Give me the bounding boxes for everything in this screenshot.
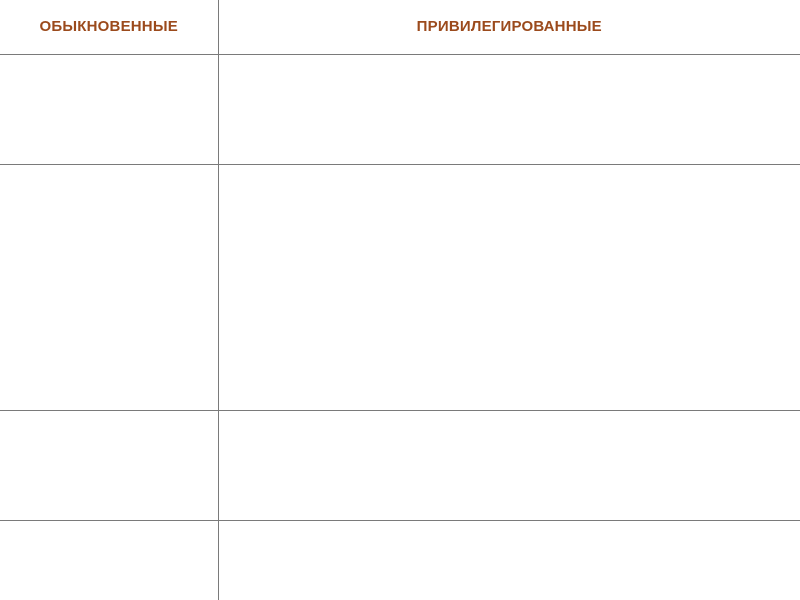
table-row <box>0 54 800 164</box>
table-cell-ordinary <box>0 520 218 600</box>
table-cell-preferred <box>218 410 800 520</box>
table-header-row <box>0 0 800 54</box>
table-cell-ordinary <box>0 164 218 410</box>
table-row <box>0 164 800 410</box>
header-ordinary-shares: ОБЫКНОВЕННЫЕ <box>0 0 218 54</box>
table-cell-preferred <box>218 164 800 410</box>
header-preferred-shares: ПРИВИЛЕГИРОВАННЫЕ <box>218 0 800 54</box>
table-cell-ordinary <box>0 54 218 164</box>
table-cell-ordinary <box>0 410 218 520</box>
table-row <box>0 520 800 600</box>
table-cell-preferred <box>218 54 800 164</box>
table-cell-preferred <box>218 520 800 600</box>
table-row <box>0 410 800 520</box>
